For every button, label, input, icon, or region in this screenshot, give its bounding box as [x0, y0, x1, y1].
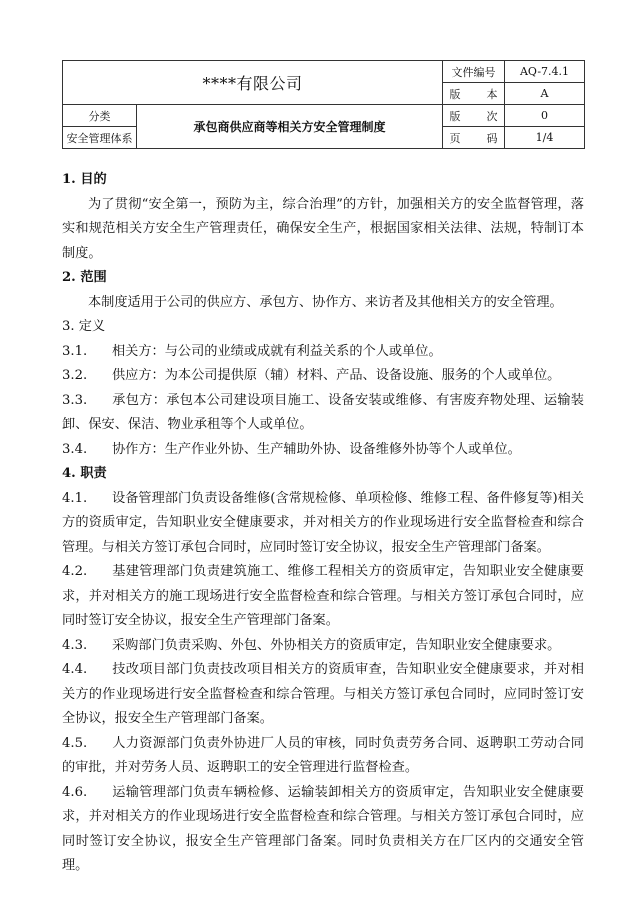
- definition-item: [62, 340, 584, 365]
- responsibility-number: 4.4.: [62, 662, 88, 677]
- category-value: 安全管理体系: [63, 127, 137, 149]
- responsibility-item: [62, 487, 584, 561]
- section-heading-scope: 2. 范围: [62, 270, 107, 285]
- doc-number-label: 文件编号: [443, 61, 505, 83]
- definition-item: [62, 364, 584, 389]
- section-heading-purpose: 1. 目的: [62, 172, 107, 187]
- definition-number: 3.3.: [62, 392, 88, 408]
- responsibility-item: [62, 634, 584, 659]
- responsibility-item: [62, 560, 584, 634]
- definition-number: 3.2.: [62, 368, 88, 383]
- definition-item: [62, 389, 584, 438]
- doc-number-value: AQ-7.4.1: [505, 61, 585, 83]
- document-title: 承包商供应商等相关方安全管理制度: [137, 105, 443, 149]
- responsibility-number: 4.5.: [62, 735, 88, 751]
- definition-text: 相关方：与公司的业绩或成就有利益关系的个人或单位。: [112, 343, 442, 359]
- responsibility-text: 设备管理部门负责设备维修(含常规检修、单项检修、维修工程、备件修复等)相关方的资质审定，告知职业安全健康要求，并对相关方的作业现场进行安全监督检查和综合管理。与相关方签订承包合同时，应同时签订安全协议，报安全生产管理部门备案。: [62, 490, 584, 555]
- definition-number: 3.1.: [62, 343, 88, 359]
- section-text-purpose: 为了贯彻“安全第一，预防为主，综合治理”的方针，加强相关方的安全监督管理，落实和规范相关方安全生产管理责任，确保安全生产，根据国家相关法律、法规，特制订本制度。: [62, 196, 584, 261]
- definition-text: 协作方：生产作业外协、生产辅助外协、设备维修外协等个人或单位。: [112, 441, 521, 457]
- section-heading-definitions: 3. 定义: [62, 319, 106, 334]
- definition-item: [62, 438, 584, 463]
- revision-label: 版 次: [443, 105, 505, 127]
- responsibility-text: 基建管理部门负责建筑施工、维修工程相关方的资质审定，告知职业安全健康要求，并对相关方的施工现场进行安全监督检查和综合管理。与相关方签订承包合同时，应同时签订安全协议，报安全生产管理部门备案。: [62, 564, 584, 628]
- section-text-scope: 本制度适用于公司的供应方、承包方、协作方、来访者及其他相关方的安全管理。: [88, 294, 563, 310]
- responsibility-item: [62, 781, 584, 879]
- category-label: 分类: [63, 105, 137, 127]
- definition-text: 供应方：为本公司提供原（辅）材料、产品、设备设施、服务的个人或单位。: [112, 368, 561, 383]
- page-value: 1/4: [505, 127, 585, 149]
- responsibility-item: [62, 732, 584, 781]
- version-label: 版 本: [443, 83, 505, 105]
- responsibility-text: 人力资源部门负责外协进厂人员的审核，同时负责劳务合同、返聘职工劳动合同的审批，并对劳务人员、返聘职工的安全管理进行监督检查。: [62, 735, 584, 775]
- document-header-table: [62, 60, 585, 149]
- revision-value: 0: [505, 105, 585, 127]
- responsibility-number: 4.1.: [62, 490, 88, 506]
- responsibility-number: 4.6.: [62, 784, 88, 800]
- responsibility-text: 采购部门负责采购、外包、外协相关方的资质审定，告知职业安全健康要求。: [112, 637, 561, 653]
- page-label: 页 码: [443, 127, 505, 149]
- company-name: ****有限公司: [63, 61, 443, 105]
- responsibility-number: 4.2.: [62, 564, 88, 579]
- document-body: [62, 168, 584, 879]
- responsibility-number: 4.3.: [62, 637, 88, 653]
- definition-number: 3.4.: [62, 441, 88, 457]
- definition-text: 承包方：承包本公司建设项目施工、设备安装或维修、有害废弃物处理、运输装卸、保安、保洁、物业承租等个人或单位。: [62, 392, 584, 432]
- responsibility-text: 运输管理部门负责车辆检修、运输装卸相关方的资质审定，告知职业安全健康要求，并对相关方的作业现场进行安全监督检查和综合管理。与相关方签订承包合同时，应同时签订安全协议，报安全生产管理部门备案。同时负责相关方在厂区内的交通安全管理。: [62, 784, 584, 873]
- section-heading-responsibilities: 4. 职责: [62, 466, 107, 481]
- responsibility-text: 技改项目部门负责技改项目相关方的资质审查，告知职业安全健康要求，并对相关方的作业现场进行安全监督检查和综合管理。与相关方签订承包合同时，应同时签订安全协议，报安全生产管理部门备案。: [62, 662, 584, 726]
- version-value: A: [505, 83, 585, 105]
- responsibility-item: [62, 658, 584, 732]
